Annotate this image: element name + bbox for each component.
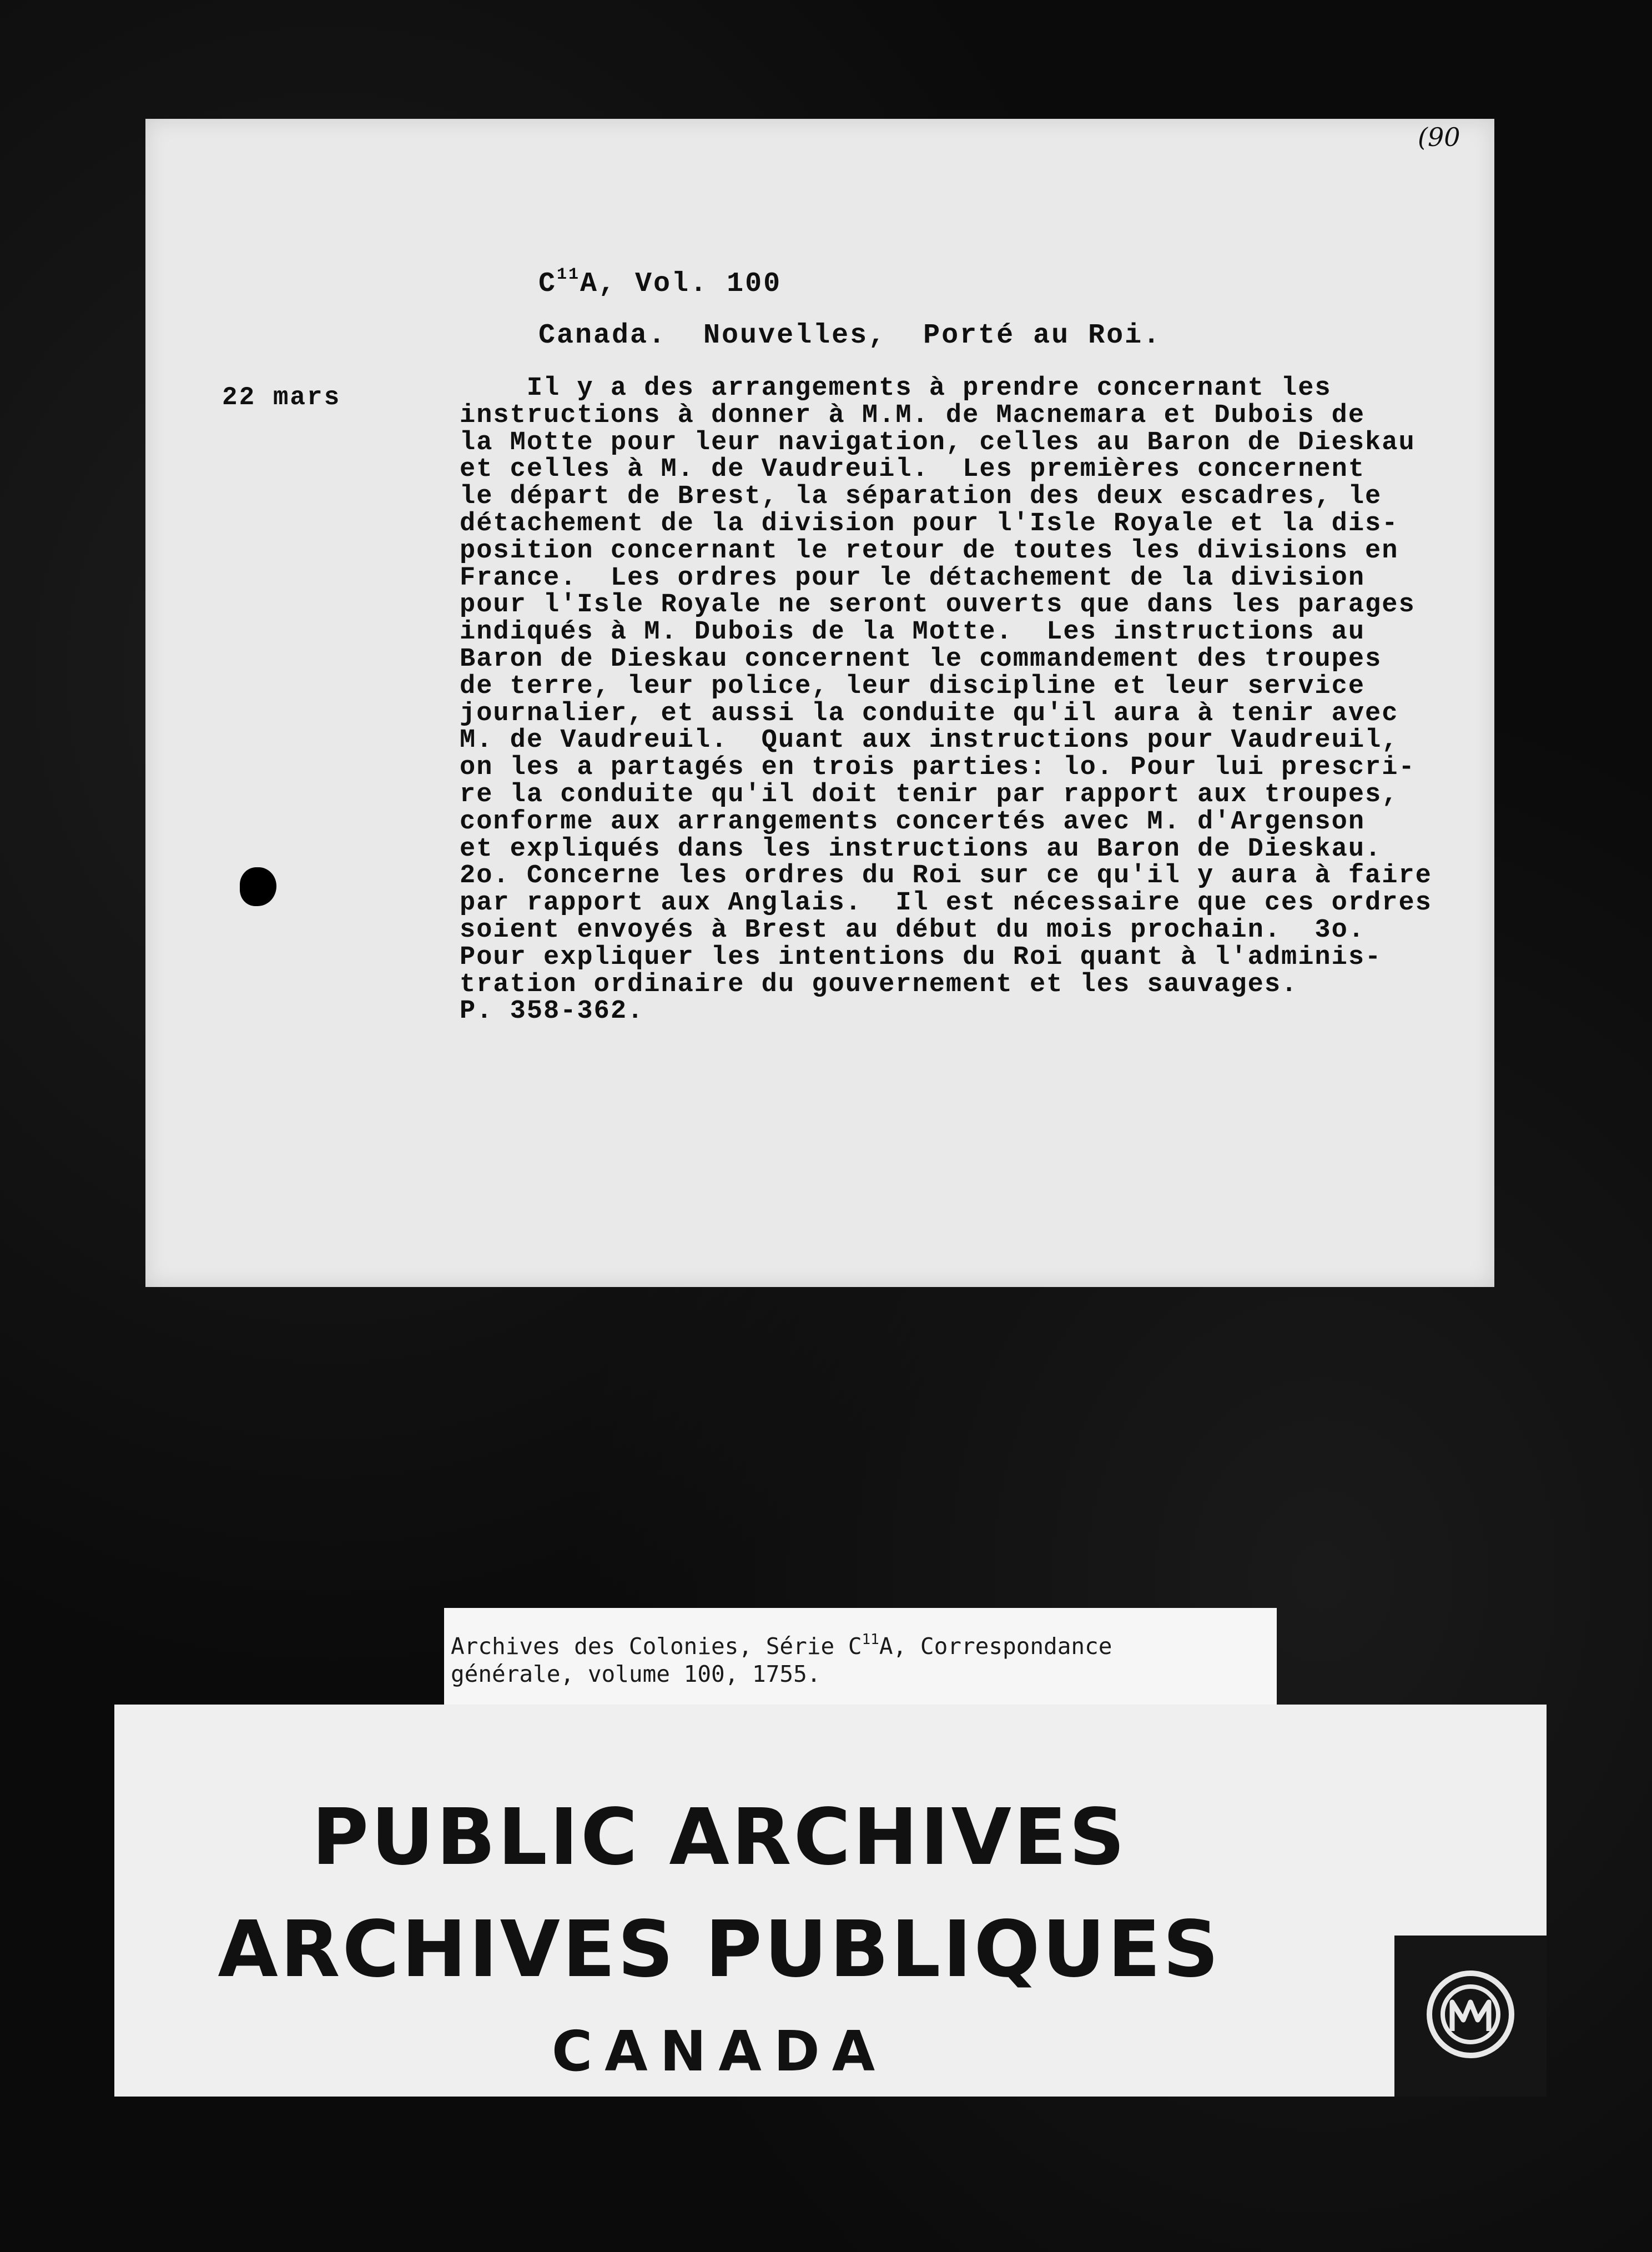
body-line: M. de Vaudreuil. Quant aux instructions pour Vaudreuil, xyxy=(460,726,1399,756)
body-line: indiqués à M. Dubois de la Motte. Les instructions au xyxy=(460,617,1366,647)
body-line: 2o. Concerne les ordres du Roi sur ce qu'il y aura à faire xyxy=(460,861,1432,891)
body-line: France. Les ordres pour le détachement de la division xyxy=(460,563,1366,593)
body-line: et celles à M. de Vaudreuil. Les premières concernent xyxy=(460,455,1366,485)
body-line: de terre, leur police, leur discipline et leur service xyxy=(460,671,1366,701)
page-number: (90 xyxy=(1418,122,1460,152)
body-line: journalier, et aussi la conduite qu'il aura à tenir avec xyxy=(460,698,1399,728)
document-subject: Canada. Nouvelles, Porté au Roi. xyxy=(538,320,1162,351)
body-line: détachement de la division pour l'Isle Royale et la dis- xyxy=(460,509,1399,539)
caption-text: Archives des Colonies, Série $C^{11}A$, Correspondance générale, volume 100, 1755. xyxy=(451,1631,1112,1687)
margin-date: 22 mars xyxy=(222,383,341,412)
stamp-line-english: PUBLIC ARCHIVES xyxy=(311,1792,1127,1883)
body-line: P. 358-362. xyxy=(460,997,644,1027)
body-line: re la conduite qu'il doit tenir par rapport aux troupes, xyxy=(460,780,1399,810)
body-line: par rapport aux Anglais. Il est nécessaire que ces ordres xyxy=(460,888,1432,918)
body-line: position concernant le retour de toutes les divisions en xyxy=(460,536,1399,566)
body-line: Pour expliquer les intentions du Roi quant à l'adminis- xyxy=(460,942,1382,972)
body-line: et expliqués dans les instructions au Baron de Dieskau. xyxy=(460,834,1382,864)
body-line: Il y a des arrangements à prendre concernant les xyxy=(460,374,1332,403)
body-line: la Motte pour leur navigation, celles au Baron de Dieskau xyxy=(460,428,1416,458)
body-line: instructions à donner à M.M. de Macnemara et Dubois de xyxy=(460,400,1366,430)
body-line: pour l'Isle Royale ne seront ouverts que dans les parages xyxy=(460,590,1416,620)
body-text xyxy=(460,375,1459,1026)
body-line: soient envoyés à Brest au début du mois prochain. 3o. xyxy=(460,915,1366,945)
body-line: le départ de Brest, la séparation des deux escadres, le xyxy=(460,482,1382,512)
monogram-icon xyxy=(1418,1964,1523,2064)
body-line: conforme aux arrangements concertés avec M. d'Argenson xyxy=(460,807,1366,837)
volume-reference: $C^{11}A$, Vol. 100 xyxy=(538,265,782,300)
body-line: tration ordinaire du gouvernement et les sauvages. xyxy=(460,969,1298,999)
body-line: Baron de Dieskau concernent le commandement des troupes xyxy=(460,644,1382,674)
archives-logo-icon xyxy=(1394,1936,1547,2097)
stamp-line-country: CANADA xyxy=(551,2019,888,2084)
stamp-line-french: ARCHIVES PUBLIQUES xyxy=(218,1904,1221,1995)
body-line: on les a partagés en trois parties: lo. Pour lui prescri- xyxy=(460,753,1416,783)
